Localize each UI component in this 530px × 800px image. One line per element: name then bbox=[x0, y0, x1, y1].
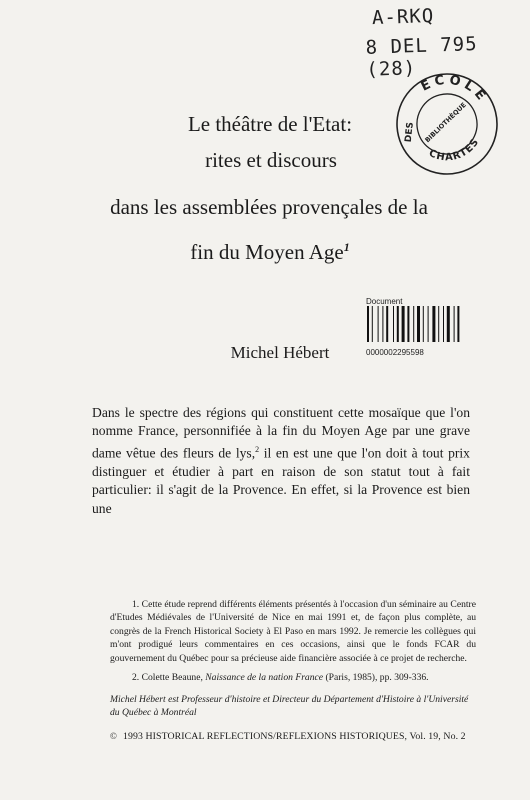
author-affiliation: Michel Hébert est Professeur d'histoire et Directeur du Département d'Histoire à l'Université du Québec à Montréal bbox=[110, 694, 469, 719]
footnote-2-suffix: (Paris, 1985), pp. 309-336. bbox=[323, 672, 429, 684]
stamp-left-text: DES bbox=[403, 121, 416, 143]
title-line-3: dans les assemblées provençales de la bbox=[110, 195, 428, 219]
body-footnote-marker: 2 bbox=[255, 444, 260, 454]
stamp-top-text: ECOLE bbox=[418, 72, 491, 107]
barcode-bar bbox=[413, 306, 414, 342]
body-paragraph bbox=[92, 404, 470, 518]
barcode-bar bbox=[417, 306, 420, 342]
copyright-text: 1993 HISTORICAL REFLECTIONS/REFLEXIONS HISTORIQUES, Vol. 19, No. 2 bbox=[122, 731, 466, 742]
barcode-bar bbox=[372, 306, 373, 342]
barcode-bar bbox=[432, 306, 435, 342]
footnote-1: 1. Cette étude reprend différents éléments présentés à l'occasion d'un séminaire au Centre d'Etudes Médiévales de l'Université de Nice en mai 1991 et, de façon plus complète, au congrès de la French Historical Society à El Paso en mars 1992. Je remercie les collègues qui m'ont prodigué leurs commentaires en ces occasions, ainsi que le fonds FCAR du gouvernement du Québec pour sa précieuse aide financière associée à ce projet de recherche. bbox=[110, 599, 476, 664]
barcode-bar bbox=[386, 306, 388, 342]
title-line-4-text: fin du Moyen Age bbox=[190, 240, 344, 264]
barcode-bar bbox=[423, 306, 424, 342]
title-line-4 bbox=[5, 240, 530, 265]
stamp-inner-text: BIBLIOTHÈQUE bbox=[423, 100, 468, 145]
barcode-bar bbox=[447, 306, 450, 342]
footnote-2-prefix: 2. Colette Beaune, bbox=[132, 672, 206, 684]
author-name: Michel Hébert bbox=[230, 343, 330, 362]
barcode-bar bbox=[428, 306, 429, 342]
barcode-bar bbox=[407, 306, 409, 342]
title-line-1: Le théâtre de l'Etat: bbox=[187, 112, 353, 136]
barcode-number: 0000002295598 bbox=[366, 348, 424, 357]
barcode-bar bbox=[393, 306, 394, 342]
barcode-bar bbox=[454, 306, 455, 342]
barcode-bar bbox=[443, 306, 444, 342]
stamp-bottom-text: CHARTES bbox=[426, 136, 482, 164]
title-footnote-marker: 1 bbox=[343, 240, 350, 254]
copyright-symbol: © bbox=[110, 731, 117, 741]
barcode-bar bbox=[382, 306, 383, 342]
barcode-bar bbox=[397, 306, 399, 342]
handwritten-shelfmark-line2: 8 DEL 795 (28) bbox=[365, 32, 478, 81]
barcode-bar bbox=[438, 306, 439, 342]
barcode-bar bbox=[367, 306, 369, 342]
body-text-part2: il en est une que l'on doit à tout prix distinguer et étudier à part en raison de son statut tout à fait particulier: il s'agit de la Provence. En effet, si la Provence est bien une bbox=[92, 445, 470, 516]
barcode-bar bbox=[378, 306, 379, 342]
body-text-part1: Dans le spectre des régions qui constituent cette mosaïque que l'on nomme France, personnifiée à la fin du Moyen Age par une grave dame vêtue des fleurs de lys, bbox=[92, 405, 470, 461]
footnotes bbox=[110, 598, 476, 690]
barcode-bars bbox=[366, 306, 472, 342]
footnote-2-book-title: Naissance de la nation France bbox=[205, 672, 324, 684]
barcode-bar bbox=[457, 306, 459, 342]
title-line-2: rites et discours bbox=[205, 148, 337, 172]
handwritten-shelfmark-line1: A-RKQ bbox=[371, 4, 435, 30]
barcode-bar bbox=[402, 306, 405, 342]
copyright-line bbox=[110, 731, 490, 742]
barcode-caption: Document bbox=[366, 297, 403, 306]
footnote-2 bbox=[110, 671, 476, 684]
